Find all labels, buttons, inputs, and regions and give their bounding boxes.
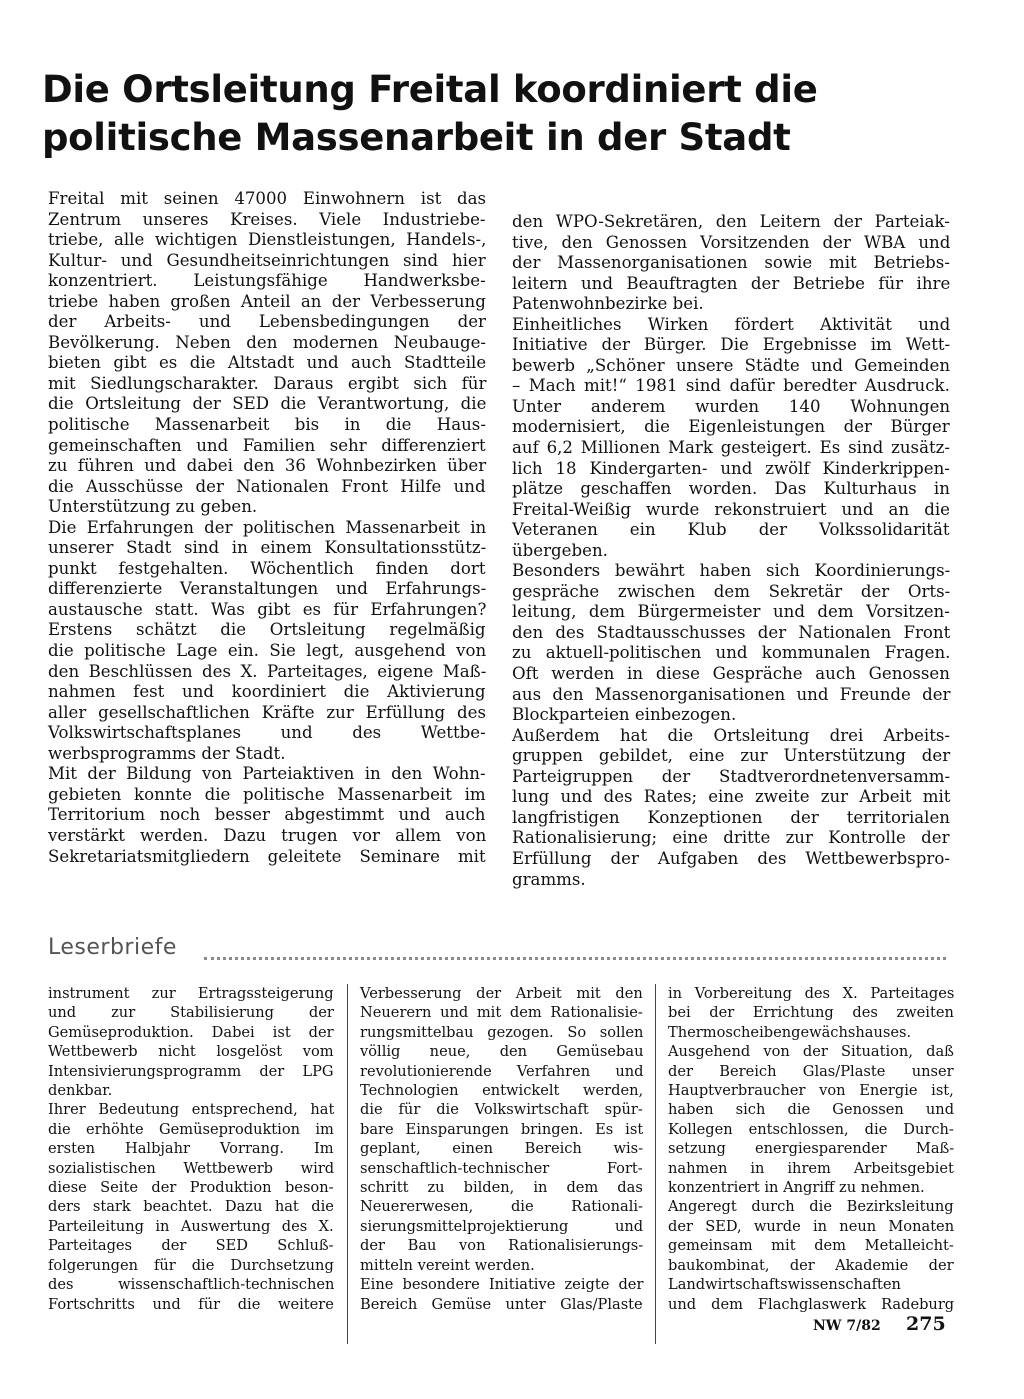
text-line: und dem Flachglaswerk Radeburg xyxy=(668,1295,955,1313)
text-line: der SED, wurde in neun Monaten xyxy=(668,1217,955,1235)
text-line: Einheitliches Wirken fördert Aktivität und xyxy=(512,314,951,334)
text-line: Freital-Weißig wurde rekonstruiert und an die xyxy=(512,499,950,519)
text-line: gemeinsam mit dem Metalleicht- xyxy=(668,1237,954,1255)
section-heading-leserbriefe: Leserbriefe xyxy=(48,935,177,960)
text-line: haben sich die Genossen und xyxy=(668,1101,955,1119)
text-line: geplant, einen Bereich wis- xyxy=(360,1140,644,1158)
article-column-right xyxy=(512,212,950,890)
text-line: nahmen in ihrem Arbeitsgebiet xyxy=(668,1159,954,1177)
text-line: bare Einsparungen bringen. Es ist xyxy=(360,1120,644,1138)
text-line: gespräche zwischen dem Sekretär der Orts- xyxy=(512,581,951,601)
text-line: den Beschlüssen des X. Parteitages, eigene Maß- xyxy=(48,661,487,681)
text-line: die erhöhte Gemüseproduktion im xyxy=(48,1120,334,1138)
text-line: bewerb „Schöner unsere Städte und Gemeinden xyxy=(512,355,951,375)
text-line: Kultur- und Gesundheitseinrichtungen sind hier xyxy=(48,250,486,270)
page-number: 275 xyxy=(906,1313,946,1335)
column-rule xyxy=(655,984,656,1344)
letters-column-2 xyxy=(360,984,643,1314)
text-line: Parteitages der SED Schluß- xyxy=(48,1237,334,1255)
text-line: Eine besondere Initiative zeigte der xyxy=(360,1276,644,1294)
text-line: gruppen gebildet, eine zur Unterstützung der xyxy=(512,746,951,766)
text-line: der Bereich Glas/Plaste unser xyxy=(668,1062,954,1080)
text-line: instrument zur Ertragssteigerung xyxy=(48,985,334,1002)
text-line: gemeinschaften und Familien sehr differenziert xyxy=(48,435,486,455)
text-line: tive, den Genossen Vorsitzenden der WBA und xyxy=(512,232,951,252)
text-line: völlig neue, den Gemüsebau xyxy=(360,1043,644,1061)
text-line: die Ausschüsse der Nationalen Front Hilfe und xyxy=(48,476,486,496)
text-line: sozialistischen Wettbewerb wird xyxy=(48,1159,335,1177)
text-line: revolutionierende Verfahren und xyxy=(360,1062,644,1080)
text-line: den des Stadtausschusses der Nationalen Front xyxy=(512,622,951,642)
text-line: schritt zu bilden, in dem das xyxy=(360,1179,643,1197)
text-line: Intensivierungsprogramm der LPG xyxy=(48,1062,334,1080)
article-column-left xyxy=(48,189,486,867)
text-line: folgerungen für die Durchsetzung xyxy=(48,1256,334,1274)
text-line: ders stark beachtet. Dazu hat die xyxy=(48,1198,334,1216)
text-line: Parteigruppen der Stadtverordnetenversamm- xyxy=(512,766,951,786)
text-line: Kollegen entschlossen, die Durch- xyxy=(668,1120,954,1138)
text-line: den WPO-Sekretären, den Leitern der Parteiak- xyxy=(512,212,950,231)
text-line: der Arbeits- und Lebensbedingungen der xyxy=(48,312,486,332)
text-line: diese Seite der Produktion beson- xyxy=(48,1179,334,1197)
text-line: Neuerern und mit dem Rationalisie- xyxy=(360,1004,643,1022)
text-line: Ihrer Bedeutung entsprechend, hat xyxy=(48,1101,335,1119)
text-line: setzung energiesparender Maß- xyxy=(668,1140,955,1158)
text-line: Ausgehend von der Situation, daß xyxy=(668,1043,954,1061)
text-line: Initiative der Bürger. Die Ergebnisse im Wett- xyxy=(512,335,951,355)
text-line: leitern und Beauftragten der Betriebe für ihre xyxy=(512,273,951,293)
text-line: gebieten konnte die politische Massenarbeit im xyxy=(48,784,486,804)
text-line: rungsmittelbau gezogen. So sollen xyxy=(360,1023,644,1041)
column-text xyxy=(668,984,954,1314)
text-line: Die Erfahrungen der politischen Massenarbeit in xyxy=(48,517,487,537)
text-line: senschaftlich-technischer Fort- xyxy=(360,1159,643,1177)
text-line: sierungsmittelprojektierung und xyxy=(360,1217,644,1235)
text-line: politische Massenarbeit bis in die Haus- xyxy=(48,415,486,435)
text-line: denkbar. xyxy=(48,1082,113,1100)
text-line: Bevölkerung. Neben den modernen Neubauge- xyxy=(48,332,487,352)
text-line: lich 18 Kindergarten- und zwölf Kinderkrippen- xyxy=(512,458,950,478)
column-text xyxy=(48,984,334,1314)
text-line: zu führen und dabei den 36 Wohnbezirken über xyxy=(48,456,487,476)
text-line: Verbesserung der Arbeit mit den xyxy=(360,985,643,1002)
letters-column-1 xyxy=(48,984,334,1314)
text-line: austausche statt. Was gibt es für Erfahrungen? xyxy=(48,599,487,619)
text-line: lung und des Rates; eine zweite zur Arbeit mit xyxy=(512,787,951,807)
text-line: Patenwohnbezirke bei. xyxy=(512,294,704,314)
text-line: konzentriert. Leistungsfähige Handwerksbe- xyxy=(48,271,486,291)
text-line: Rationalisierung; eine dritte zur Kontrolle der xyxy=(512,828,950,848)
text-line: Blockparteien einbezogen. xyxy=(512,705,737,725)
text-line: auf 6,2 Millionen Mark gesteigert. Es sind zusätz- xyxy=(512,438,950,458)
text-line: bei der Errichtung des zweiten xyxy=(668,1004,954,1022)
text-line: werbsprogramms der Stadt. xyxy=(48,743,286,763)
text-line: Fortschritts und für die weitere xyxy=(48,1295,334,1313)
text-line: Neuererwesen, die Rationali- xyxy=(360,1198,643,1216)
text-line: die für die Volkswirtschaft spür- xyxy=(360,1101,643,1119)
text-line: nahmen fest und koordiniert die Aktivierung xyxy=(48,682,486,702)
text-line: Volkswirtschaftsplanes und des Wettbe- xyxy=(48,723,486,743)
section-divider xyxy=(204,957,946,960)
text-line: unserer Stadt sind in einem Konsultationsstütz- xyxy=(48,538,487,558)
text-line: Gemüseproduktion. Dabei ist der xyxy=(48,1023,334,1041)
text-line: Besonders bewährt haben sich Koordinierungs- xyxy=(512,561,951,581)
text-line: aus den Massenorganisationen und Freunde der xyxy=(512,684,951,704)
text-line: konzentriert in Angriff zu nehmen. xyxy=(668,1179,925,1197)
column-text xyxy=(360,984,643,1314)
text-line: Angeregt durch die Bezirksleitung xyxy=(668,1198,954,1216)
issue-reference: NW 7/82 xyxy=(813,1318,881,1334)
text-line: baukombinat, der Akademie der xyxy=(668,1256,954,1274)
text-line: Zentrum unseres Kreises. Viele Industriebe- xyxy=(48,209,486,229)
text-line: mit Siedlungscharakter. Daraus ergibt sich für xyxy=(48,373,487,393)
text-line: Hauptverbraucher von Energie ist, xyxy=(668,1082,954,1100)
text-line: Mit der Bildung von Parteiaktiven in den Wohn- xyxy=(48,764,486,784)
text-line: Oft werden in diese Gespräche auch Genossen xyxy=(512,664,950,684)
column-text xyxy=(48,189,486,867)
text-line: Erstens schätzt die Ortsleitung regelmäßig xyxy=(48,620,486,640)
text-line: Bereich Gemüse unter Glas/Plaste xyxy=(360,1295,643,1313)
text-line: verstärkt werden. Dazu trugen vor allem von xyxy=(48,825,487,845)
text-line: aller gesellschaftlichen Kräfte zur Erfüllung des xyxy=(48,702,486,722)
text-line: triebe haben großen Anteil an der Verbesserung xyxy=(48,291,486,311)
text-line: plätze geschaffen worden. Das Kulturhaus in xyxy=(512,479,950,499)
letters-column-3 xyxy=(668,984,954,1314)
text-line: mitteln vereint werden. xyxy=(360,1256,535,1274)
text-line: Freital mit seinen 47000 Einwohnern ist das xyxy=(48,189,487,208)
column-text xyxy=(512,212,950,890)
text-line: und zur Stabilisierung der xyxy=(48,1004,334,1022)
headline-line-1: Die Ortsleitung Freital koordiniert die xyxy=(42,68,818,111)
text-line: – Mach mit!“ 1981 sind dafür beredter Ausdruck. xyxy=(512,376,950,396)
text-line: differenzierte Veranstaltungen und Erfahrungs- xyxy=(48,579,487,599)
text-line: Unter anderem wurden 140 Wohnungen xyxy=(512,396,951,416)
text-line: Sekretariatsmitgliedern geleitete Seminare mit xyxy=(48,846,486,866)
text-line: triebe, alle wichtigen Dienstleistungen, Handels-, xyxy=(48,230,487,250)
text-line: Thermoscheibengewächshauses. xyxy=(668,1023,912,1041)
text-line: die politische Lage ein. Sie legt, ausgehend von xyxy=(48,641,487,661)
text-line: der Massenorganisationen sowie mit Betriebs- xyxy=(512,253,950,273)
text-line: Unterstützung zu geben. xyxy=(48,497,258,517)
text-line: Wettbewerb nicht losgelöst vom xyxy=(48,1043,334,1061)
text-line: bieten gibt es die Altstadt und auch Stadtteile xyxy=(48,353,487,373)
text-line: Veteranen ein Klub der Volkssolidarität xyxy=(512,520,950,540)
headline-line-2: politische Massenarbeit in der Stadt xyxy=(42,116,791,159)
text-line: zu aktuell-politischen und kommunalen Fragen. xyxy=(512,643,951,663)
article-headline xyxy=(42,66,972,162)
text-line: Landwirtschaftswissenschaften xyxy=(668,1276,901,1294)
text-line: der Bau von Rationalisierungs- xyxy=(360,1237,644,1255)
column-rule xyxy=(347,984,348,1344)
text-line: übergeben. xyxy=(512,540,608,560)
text-line: punkt festgehalten. Wöchentlich finden dort xyxy=(48,558,486,578)
text-line: Technologien entwickelt werden, xyxy=(360,1082,644,1100)
text-line: modernisiert, die Eigenleistungen der Bürger xyxy=(512,417,950,437)
text-line: gramms. xyxy=(512,869,586,889)
text-line: Territorium noch besser abgestimmt und auch xyxy=(48,805,486,825)
text-line: die Ortsleitung der SED die Verantwortung, die xyxy=(48,394,487,414)
text-line: in Vorbereitung des X. Parteitages xyxy=(668,985,955,1002)
text-line: Parteileitung in Auswertung des X. xyxy=(48,1217,334,1235)
text-line: Außerdem hat die Ortsleitung drei Arbeits- xyxy=(512,725,951,745)
text-line: langfristigen Konzeptionen der territorialen xyxy=(512,807,950,827)
text-line: des wissenschaftlich-technischen xyxy=(48,1276,335,1294)
text-line: leitung, dem Bürgermeister und dem Vorsitzen- xyxy=(512,602,950,622)
text-line: Erfüllung der Aufgaben des Wettbewerbspro- xyxy=(512,848,950,868)
text-line: ersten Halbjahr Vorrang. Im xyxy=(48,1140,334,1158)
